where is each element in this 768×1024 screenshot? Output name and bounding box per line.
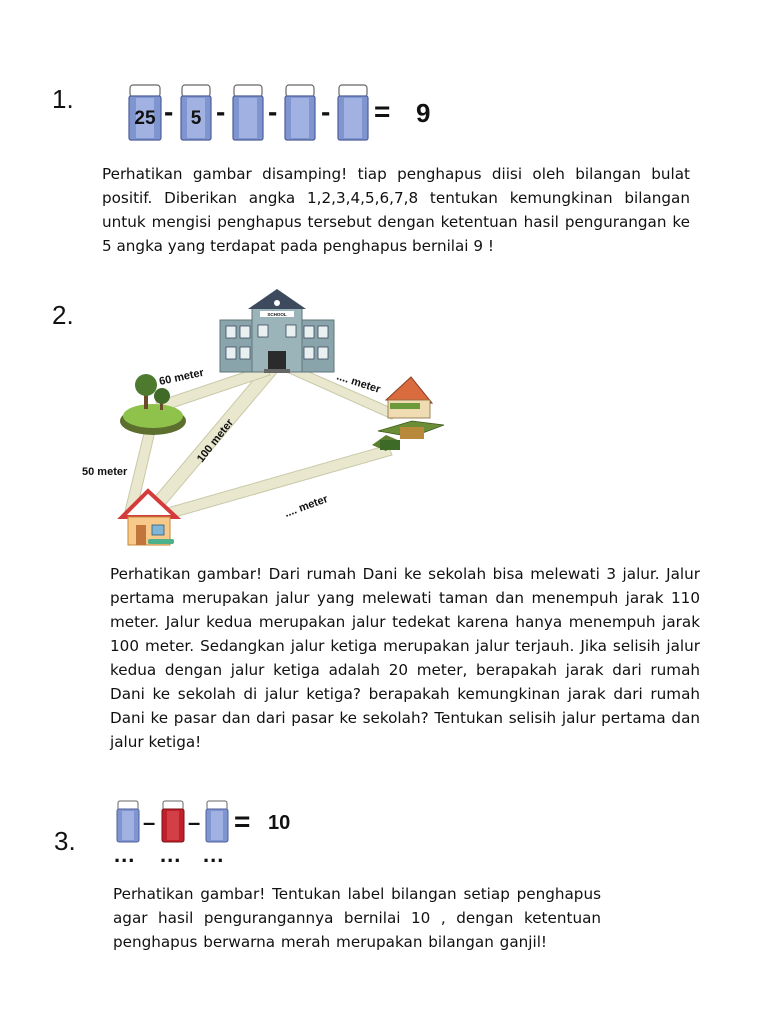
- minus-sign: –: [188, 810, 201, 835]
- question-1-text: Perhatikan gambar disamping! tiap penghapus diisi oleh bilangan bulat positif. Diberikan angka 1,2,3,4,5,6,7,8 tentukan kemungkinan bilangan untuk mengisi penghapus tersebut dengan ketentuan hasil pengurangan ke 5 angka yang terdapat pada penghapus bernilai 9 !: [102, 165, 690, 255]
- answer-placeholder-2: ...: [160, 842, 182, 867]
- eraser-icon: [205, 800, 229, 844]
- label-park-school: 60 meter: [158, 366, 205, 388]
- eraser-2: [180, 84, 212, 147]
- question-2-text: Perhatikan gambar! Dari rumah Dani ke sekolah bisa melewati 3 jalur. Jalur pertama merupakan jalur yang melewati taman dan menempuh jarak 110 meter. Jalur kedua merupakan jalur tedekat karena hanya menempuh jarak 100 meter. Sedangkan jalur ketiga merupakan jalur terjauh. Jika selisih jalur kedua dengan jalur ketiga adalah 20 meter, berapakah jarak dari rumah Dani ke sekolah di jalur ketiga? berapakah kemungkinan jarak dari rumah Dani ke pasar dan dari pasar ke sekolah? Tentukan selisih jalur pertama dan jalur ketiga!: [110, 565, 700, 751]
- minus-sign: -: [164, 96, 174, 127]
- question-number-1: 1.: [52, 84, 74, 114]
- minus-sign: -: [321, 96, 331, 127]
- equals-sign: =: [374, 96, 391, 127]
- question-3-text: Perhatikan gambar! Tentukan label bilangan setiap penghapus agar hasil pengurangannya bernilai 10 , dengan ketentuan penghapus berwarna merah merupakan bilangan ganjil!: [113, 885, 601, 951]
- school-icon: [220, 289, 334, 373]
- school-sign: SCHOOL: [267, 312, 287, 317]
- eraser-1: [128, 84, 162, 147]
- eraser-5: [337, 84, 369, 147]
- question-number-2: 2.: [52, 300, 74, 330]
- result-value: 9: [416, 98, 431, 128]
- eraser-icon: [284, 84, 316, 142]
- route-map: [80, 285, 460, 550]
- eraser-2-label: 5: [190, 108, 202, 129]
- eraser-4: [284, 84, 316, 147]
- label-house-market: .... meter: [282, 493, 330, 520]
- question-number-3: 3.: [54, 826, 76, 856]
- answer-placeholder-1: ...: [114, 842, 136, 867]
- eraser-icon: [337, 84, 369, 142]
- label-house-park: 50 meter: [82, 466, 128, 478]
- minus-sign: -: [268, 96, 278, 127]
- eraser-icon: [232, 84, 264, 142]
- equals-sign: =: [234, 806, 251, 837]
- answer-placeholder-3: ...: [203, 842, 225, 867]
- minus-sign: –: [143, 810, 156, 835]
- eraser-3: [232, 84, 264, 147]
- label-school-market: .... meter: [335, 370, 382, 396]
- eraser-1-label: 25: [134, 108, 156, 129]
- label-house-school: 100 meter: [194, 416, 236, 465]
- red-eraser-icon: [161, 800, 185, 844]
- minus-sign: -: [216, 96, 226, 127]
- eraser-icon: [116, 800, 140, 844]
- result-value: 10: [268, 812, 291, 834]
